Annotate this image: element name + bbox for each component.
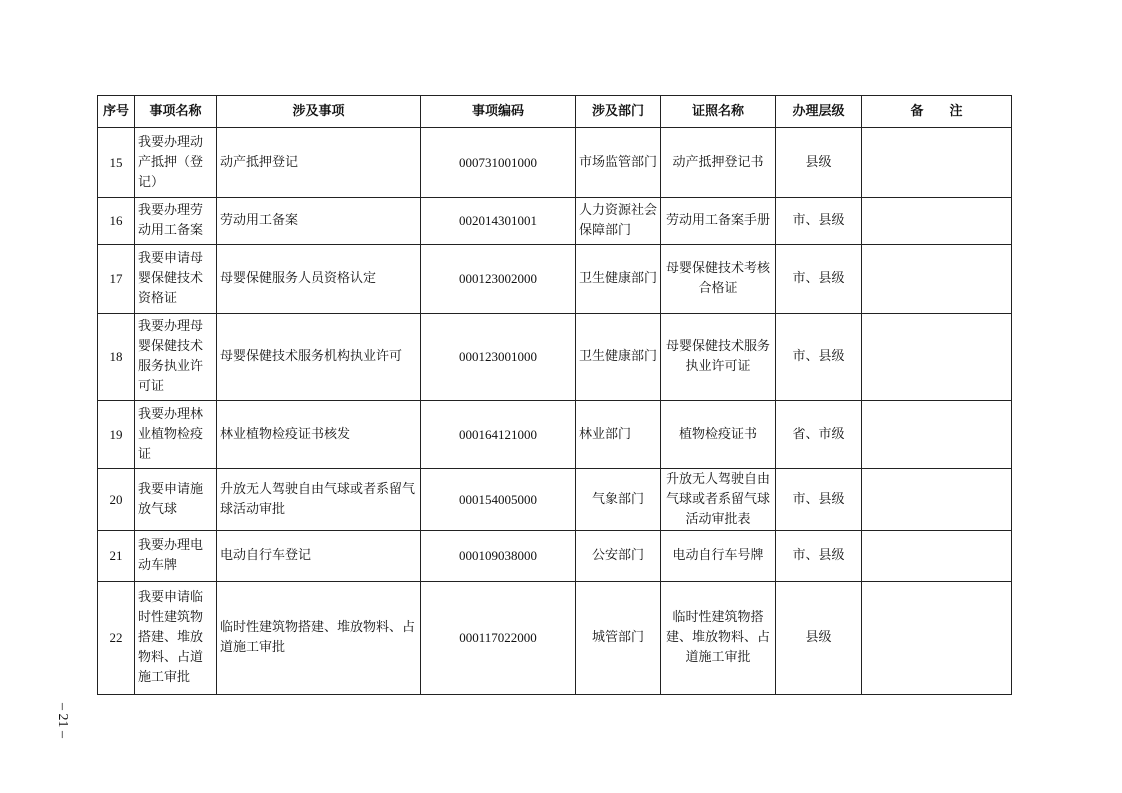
table-row bbox=[98, 469, 1012, 531]
table-row bbox=[98, 531, 1012, 582]
handling-level: 县级 bbox=[776, 582, 862, 695]
column-header: 涉及事项 bbox=[217, 96, 421, 128]
department: 卫生健康部门 bbox=[576, 245, 661, 314]
remarks bbox=[862, 582, 1012, 695]
table-row bbox=[98, 198, 1012, 245]
handling-level: 市、县级 bbox=[776, 314, 862, 401]
row-number: 17 bbox=[98, 245, 135, 314]
license-name: 劳动用工备案手册 bbox=[661, 198, 776, 245]
column-header: 事项名称 bbox=[135, 96, 217, 128]
remarks bbox=[862, 469, 1012, 531]
license-name: 植物检疫证书 bbox=[661, 401, 776, 469]
item-code: 000731001000 bbox=[421, 128, 576, 198]
column-header: 序号 bbox=[98, 96, 135, 128]
row-number: 15 bbox=[98, 128, 135, 198]
involved-item: 林业植物检疫证书核发 bbox=[217, 401, 421, 469]
license-name: 升放无人驾驶自由气球或者系留气球活动审批表 bbox=[661, 469, 776, 531]
department: 卫生健康部门 bbox=[576, 314, 661, 401]
remarks bbox=[862, 531, 1012, 582]
item-code: 000117022000 bbox=[421, 582, 576, 695]
item-code: 000109038000 bbox=[421, 531, 576, 582]
item-name: 我要申请临时性建筑物搭建、堆放物料、占道施工审批 bbox=[135, 582, 217, 695]
involved-item: 升放无人驾驶自由气球或者系留气球活动审批 bbox=[217, 469, 421, 531]
item-name: 我要办理劳动用工备案 bbox=[135, 198, 217, 245]
handling-level: 省、市级 bbox=[776, 401, 862, 469]
row-number: 22 bbox=[98, 582, 135, 695]
table-row bbox=[98, 582, 1012, 695]
item-name: 我要办理动产抵押（登记） bbox=[135, 128, 217, 198]
handling-level: 市、县级 bbox=[776, 469, 862, 531]
table-row bbox=[98, 128, 1012, 198]
item-code: 000123002000 bbox=[421, 245, 576, 314]
page-number: – 21 – bbox=[55, 702, 70, 738]
remarks bbox=[862, 198, 1012, 245]
table-header-row bbox=[98, 96, 1012, 128]
row-number: 18 bbox=[98, 314, 135, 401]
table-row bbox=[98, 314, 1012, 401]
remarks bbox=[862, 314, 1012, 401]
remarks bbox=[862, 401, 1012, 469]
services-table bbox=[97, 95, 1012, 695]
license-name: 动产抵押登记书 bbox=[661, 128, 776, 198]
department: 市场监管部门 bbox=[576, 128, 661, 198]
involved-item: 母婴保健服务人员资格认定 bbox=[217, 245, 421, 314]
column-header: 事项编码 bbox=[421, 96, 576, 128]
department: 公安部门 bbox=[576, 531, 661, 582]
remarks bbox=[862, 128, 1012, 198]
involved-item: 电动自行车登记 bbox=[217, 531, 421, 582]
item-name: 我要办理林业植物检疫证 bbox=[135, 401, 217, 469]
item-code: 000164121000 bbox=[421, 401, 576, 469]
license-name: 电动自行车号牌 bbox=[661, 531, 776, 582]
column-header: 办理层级 bbox=[776, 96, 862, 128]
row-number: 19 bbox=[98, 401, 135, 469]
handling-level: 市、县级 bbox=[776, 198, 862, 245]
handling-level: 市、县级 bbox=[776, 531, 862, 582]
department: 林业部门 bbox=[576, 401, 661, 469]
involved-item: 动产抵押登记 bbox=[217, 128, 421, 198]
license-name: 临时性建筑物搭建、堆放物料、占道施工审批 bbox=[661, 582, 776, 695]
item-code: 000154005000 bbox=[421, 469, 576, 531]
column-header: 涉及部门 bbox=[576, 96, 661, 128]
column-header: 备 注 bbox=[862, 96, 1012, 128]
handling-level: 县级 bbox=[776, 128, 862, 198]
item-code: 000123001000 bbox=[421, 314, 576, 401]
involved-item: 母婴保健技术服务机构执业许可 bbox=[217, 314, 421, 401]
item-code: 002014301001 bbox=[421, 198, 576, 245]
row-number: 16 bbox=[98, 198, 135, 245]
row-number: 20 bbox=[98, 469, 135, 531]
involved-item: 临时性建筑物搭建、堆放物料、占道施工审批 bbox=[217, 582, 421, 695]
license-name: 母婴保健技术考核合格证 bbox=[661, 245, 776, 314]
license-name: 母婴保健技术服务执业许可证 bbox=[661, 314, 776, 401]
remarks bbox=[862, 245, 1012, 314]
department: 人力资源社会保障部门 bbox=[576, 198, 661, 245]
item-name: 我要办理电动车牌 bbox=[135, 531, 217, 582]
item-name: 我要申请施放气球 bbox=[135, 469, 217, 531]
column-header: 证照名称 bbox=[661, 96, 776, 128]
item-name: 我要办理母婴保健技术服务执业许可证 bbox=[135, 314, 217, 401]
table-row bbox=[98, 245, 1012, 314]
handling-level: 市、县级 bbox=[776, 245, 862, 314]
involved-item: 劳动用工备案 bbox=[217, 198, 421, 245]
department: 气象部门 bbox=[576, 469, 661, 531]
department: 城管部门 bbox=[576, 582, 661, 695]
table-row bbox=[98, 401, 1012, 469]
item-name: 我要申请母婴保健技术资格证 bbox=[135, 245, 217, 314]
row-number: 21 bbox=[98, 531, 135, 582]
